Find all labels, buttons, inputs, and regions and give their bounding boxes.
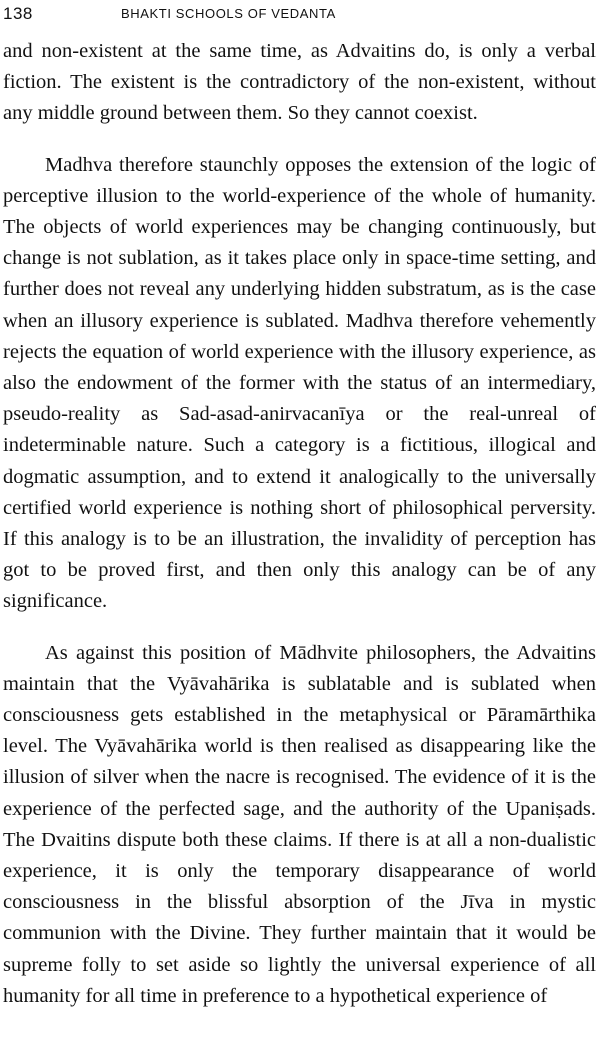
running-header: [3, 4, 597, 26]
running-title: BHAKTI SCHOOLS OF VEDANTA: [121, 6, 336, 21]
paragraph-continued: and non-existent at the same time, as Advaitins do, is only a verbal fiction. The existent is the contradictory of the non-existent, without any middle ground between them. So they cannot coexist.: [3, 40, 596, 125]
paragraph-madhva-opposition: Madhva therefore staunchly opposes the extension of the logic of perceptive illusion to the world-experience of the whole of humanity. The objects of world experiences may be changing continuously, but change is not sublation, as it takes place only in space-time setting, and further does not reveal any underlying hidden substratum, as is the case when an illusory experience is sublated. Madhva therefore vehemently rejects the equation of world experience with the illusory experience, as also the endowment of the former with the status of an intermediary, pseudo-reality as Sad-asad-anirvacanīya or the real-unreal of indeterminable nature. Such a category is a fictitious, illogical and dogmatic assumption, and to extend it analogically to the universally certified world experience is nothing short of philosophical perversity. If this analogy is to be an illustration, the invalidity of perception has got to be proved first, and then only this analogy can be of any significance.: [3, 153, 596, 613]
page-number: 138: [3, 4, 33, 23]
paragraph-advaitin-position: As against this position of Mādhvite philosophers, the Advaitins maintain that the Vyāvahārika is sublatable and is sublated when consciousness gets established in the metaphysical or Pāramārthika level. The Vyāvahārika world is then realised as disappearing like the illusion of silver when the nacre is recognised. The evidence of it is the experience of the perfected sage, and the authority of the Upaniṣads. The Dvaitins dispute both these claims. If there is at all a non-dualistic experience, it is only the temporary disappearance of world consciousness in the blissful absorption of the Jīva in mystic communion with the Divine. They further maintain that it would be supreme folly to set aside so lightly the universal experience of all humanity for all time in preference to a hypothetical experience of: [3, 641, 596, 1007]
body-text: [3, 36, 596, 1012]
